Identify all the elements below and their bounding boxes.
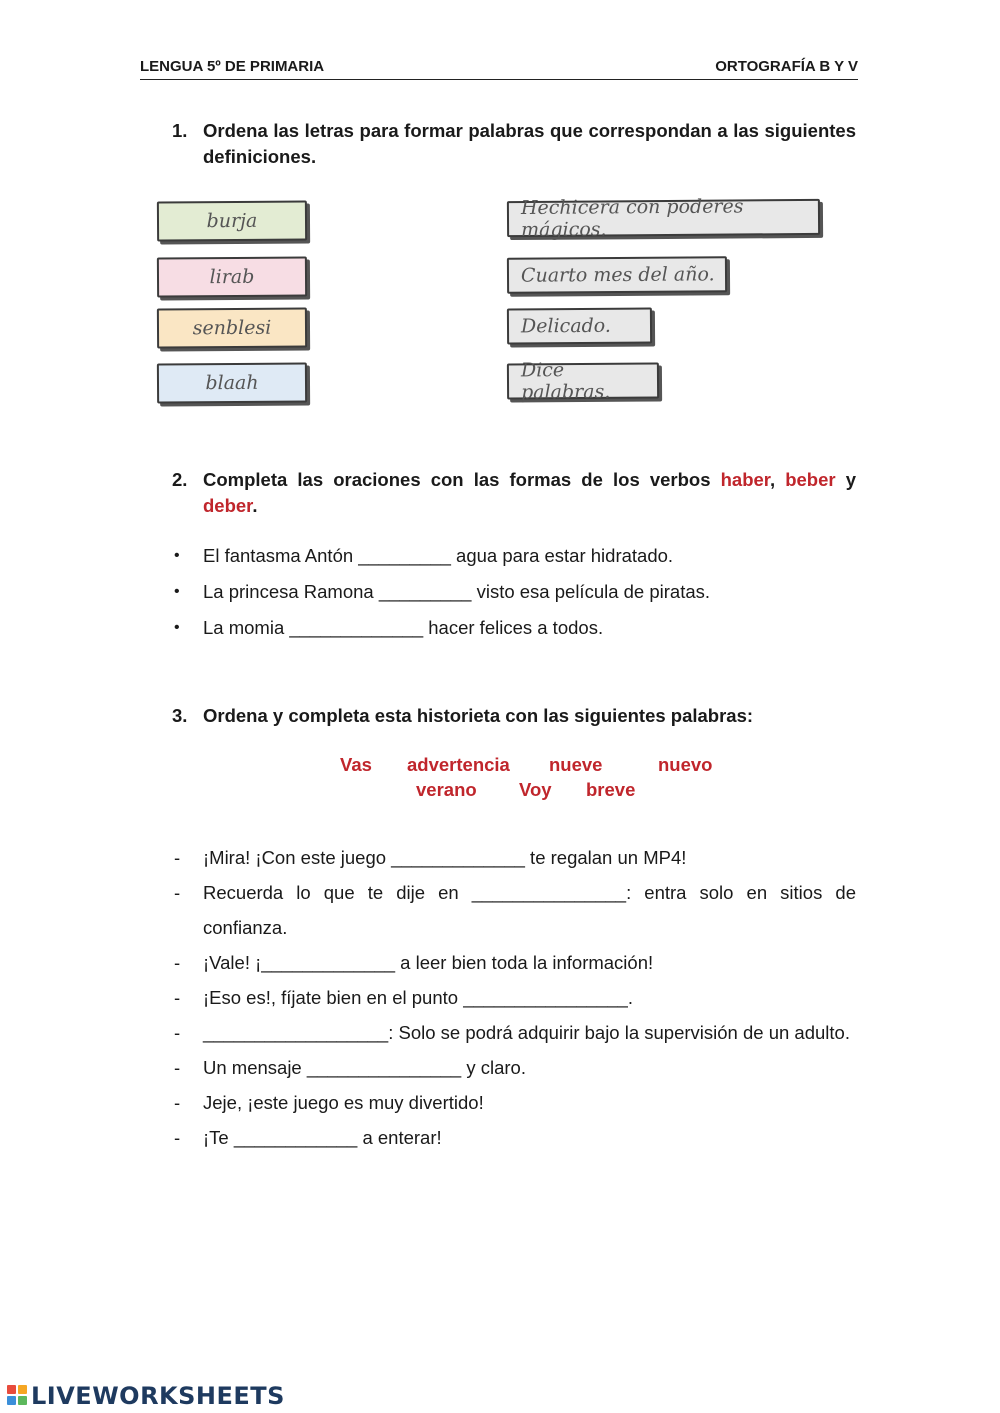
dialogue-text: ¡Eso es!, fíjate bien en el punto ________________.	[203, 987, 633, 1008]
definition-text: Cuarto mes del año.	[520, 263, 715, 287]
list-item	[172, 613, 856, 649]
question-2-title	[172, 467, 856, 519]
dash-marker: -	[174, 1092, 181, 1113]
dialogue-line	[172, 1015, 856, 1050]
question-3-title	[172, 703, 856, 729]
scrambled-word-card[interactable]	[157, 307, 307, 348]
bullet-icon: •	[174, 619, 180, 636]
scrambled-word-card[interactable]	[157, 362, 307, 403]
definition-card[interactable]	[507, 359, 659, 404]
definition-text: Hechicera con poderes mágicos.	[520, 195, 744, 241]
dialogue-line	[172, 840, 856, 875]
question-text: Ordena y completa esta historieta con las siguientes palabras:	[203, 705, 754, 726]
dialogue-text: ¡Te ____________ a enterar!	[203, 1127, 442, 1148]
bank-word: nuevo	[658, 754, 713, 775]
definition-text: Dice palabras.	[520, 359, 611, 404]
logo-text: LIVEWORKSHEETS	[31, 1382, 285, 1410]
list-item	[172, 541, 856, 577]
dash-marker: -	[174, 987, 181, 1008]
bank-word: Vas	[340, 754, 372, 775]
dialogue-text: Recuerda lo que te dije en _______________: entra solo en sitios de confianza.	[203, 882, 856, 938]
dialogue-text: ¡Vale! ¡_____________ a leer bien toda la información!	[203, 952, 654, 973]
dash-marker: -	[174, 847, 181, 868]
dash-marker: -	[174, 952, 181, 973]
sentence-text: El fantasma Antón _________ agua para estar hidratado.	[203, 545, 674, 566]
definition-text: Delicado.	[520, 314, 611, 338]
bank-word: nueve	[549, 754, 603, 775]
question-1-title	[172, 118, 856, 170]
liveworksheets-logo[interactable]	[7, 1381, 285, 1411]
dash-marker: -	[174, 1057, 181, 1078]
bank-word: Voy	[519, 779, 552, 800]
definition-card[interactable]	[507, 256, 727, 294]
bullet-icon: •	[174, 547, 180, 564]
scrambled-word: senblesi	[192, 316, 272, 340]
scrambled-word: burja	[206, 209, 258, 233]
bank-word: breve	[586, 779, 636, 800]
dialogue-text: ¡Mira! ¡Con este juego _____________ te regalan un MP4!	[203, 847, 687, 868]
definition-card[interactable]	[507, 307, 652, 344]
dash-marker: -	[174, 1127, 181, 1148]
bank-word: verano	[416, 779, 477, 800]
dialogue-line	[172, 1085, 856, 1120]
sentence-text: La momia _____________ hacer felices a todos.	[203, 617, 604, 638]
subject-label: LENGUA 5º DE PRIMARIA	[140, 58, 325, 75]
dialogue-text: Un mensaje _______________ y claro.	[203, 1057, 526, 1078]
question-number: 2.	[172, 469, 188, 490]
verb-deber: deber	[203, 495, 253, 516]
dialogue-line	[172, 1050, 856, 1085]
bank-word: advertencia	[407, 754, 510, 775]
page-header	[140, 58, 858, 80]
dialogue-line	[172, 1120, 856, 1155]
verb-haber: haber	[720, 469, 770, 490]
dash-marker: -	[174, 882, 181, 903]
logo-icon	[7, 1385, 29, 1407]
dialogue-text: __________________: Solo se podrá adquirir bajo la supervisión de un adulto.	[203, 1022, 850, 1043]
sentence-list	[172, 541, 856, 649]
dialogue-text: Jeje, ¡este juego es muy divertido!	[203, 1092, 484, 1113]
scrambled-word: blaah	[205, 371, 259, 395]
question-number: 3.	[172, 705, 188, 726]
list-item	[172, 577, 856, 613]
bullet-icon: •	[174, 583, 180, 600]
scrambled-word-card[interactable]	[157, 256, 307, 297]
topic-label: ORTOGRAFÍA B Y V	[715, 58, 858, 75]
dialogue-list	[172, 840, 856, 1155]
question-number: 1.	[172, 120, 188, 141]
sentence-text: La princesa Ramona _________ visto esa película de piratas.	[203, 581, 711, 602]
scrambled-word: lirab	[209, 265, 255, 289]
dialogue-line	[172, 945, 856, 980]
scrambled-word-card[interactable]	[157, 200, 307, 241]
definition-card[interactable]	[507, 195, 820, 241]
question-text: Completa las oraciones con las formas de los verbos haber, beber y deber.	[203, 469, 857, 516]
dash-marker: -	[174, 1022, 181, 1043]
question-text: Ordena las letras para formar palabras que correspondan a las siguientes definiciones.	[203, 120, 856, 167]
verb-beber: beber	[785, 469, 836, 490]
dialogue-line	[172, 980, 856, 1015]
dialogue-line	[172, 875, 856, 945]
